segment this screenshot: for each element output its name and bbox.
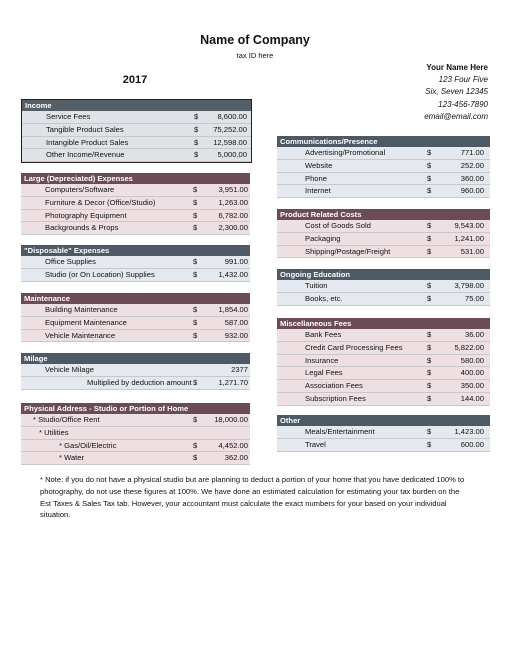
contact-street: 123 Four Five (438, 75, 488, 85)
table-row (21, 222, 250, 235)
row-amount: 5,822.00 (454, 342, 484, 352)
section-title: Ongoing Education (277, 269, 490, 280)
contact-city: Six, Seven 12345 (425, 87, 488, 97)
row-label: Website (305, 160, 333, 170)
row-currency: $ (193, 317, 198, 327)
row-amount: 771.00 (460, 148, 484, 157)
row-currency: $ (193, 185, 198, 194)
row-currency: $ (427, 393, 432, 403)
row-label: Building Maintenance (45, 305, 118, 314)
table-row (21, 414, 250, 427)
row-amount: 531.00 (460, 246, 484, 256)
row-amount: 3,798.00 (454, 281, 484, 290)
row-currency: $ (427, 342, 432, 352)
table-row (21, 364, 250, 377)
row-amount: 2,300.00 (218, 223, 248, 233)
row-label: * Water (59, 453, 85, 463)
row-label: Credit Card Processing Fees (305, 342, 403, 352)
row-amount: 400.00 (460, 368, 484, 378)
year-heading: 2017 (122, 74, 148, 86)
row-currency: $ (194, 112, 199, 121)
table-row (277, 355, 490, 368)
row-amount: 580.00 (460, 355, 484, 365)
row-label: Internet (305, 186, 331, 196)
table-row (21, 440, 250, 453)
table-row (277, 185, 490, 198)
table-row (277, 246, 490, 259)
row-label: Vehicle Milage (45, 365, 94, 374)
row-label: Studio (or On Location) Supplies (45, 269, 155, 279)
row-label: Service Fees (46, 112, 91, 121)
row-label: Legal Fees (305, 368, 343, 378)
row-label: Equipment Maintenance (45, 317, 127, 327)
company-name: Name of Company (200, 33, 310, 47)
table-row (277, 280, 490, 293)
table-row (277, 393, 490, 406)
row-amount: 252.00 (460, 160, 484, 170)
row-label: Intangible Product Sales (46, 137, 129, 147)
table-row (277, 342, 490, 355)
row-label: Backgrounds & Props (45, 223, 119, 233)
row-label: Tangible Product Sales (46, 124, 124, 134)
row-currency: $ (427, 221, 432, 230)
row-amount: 4,452.00 (218, 440, 248, 450)
row-label: * Utilities (39, 427, 69, 437)
row-amount: 75.00 (464, 293, 484, 303)
section-title: Product Related Costs (277, 209, 490, 220)
section-title: Miscellaneous Fees (277, 318, 490, 329)
row-label: * Studio/Office Rent (33, 415, 100, 424)
row-amount: 600.00 (460, 439, 484, 449)
section-product-costs (277, 209, 490, 258)
row-amount: 932.00 (224, 330, 248, 340)
row-currency: $ (427, 246, 432, 256)
row-amount: 360.00 (460, 173, 484, 183)
row-label: Bank Fees (305, 330, 342, 339)
row-currency: $ (194, 150, 199, 160)
row-amount: 991.00 (224, 257, 248, 266)
section-maintenance (21, 293, 250, 342)
row-currency: $ (193, 210, 198, 220)
section-title: Physical Address - Studio or Portion of Home (21, 403, 250, 414)
table-row (21, 210, 250, 223)
table-row (277, 380, 490, 393)
tax-id: tax ID here (236, 51, 274, 60)
table-row (21, 197, 250, 210)
section-education (277, 269, 490, 306)
section-large-expenses (21, 173, 250, 235)
table-row (21, 330, 250, 343)
row-amount: 36.00 (464, 330, 484, 339)
table-row (21, 256, 250, 269)
table-row (277, 293, 490, 306)
row-amount: 1,241.00 (454, 233, 484, 243)
row-amount: 75,252.00 (213, 124, 247, 134)
row-label: Association Fees (305, 381, 363, 391)
row-amount: 9,543.00 (454, 221, 484, 230)
section-title: Other (277, 415, 490, 426)
section-communications (277, 136, 490, 198)
table-row (277, 367, 490, 380)
table-row (22, 137, 251, 150)
row-amount: 1,854.00 (218, 305, 248, 314)
footnote: * Note: if you do not have a physical studio but are planning to deduct a portion of your home that you have dedicated 100% to photography, do not use these figures at 100%. We have done an estimated calculation for estimating your tax burden on the Est Taxes & Sales Tax tab. However, your accountant must calculate the exact numbers for your based on your individual situation. (40, 475, 465, 520)
row-amount: 1,432.00 (218, 269, 248, 279)
section-title: "Disposable" Expenses (21, 245, 250, 256)
row-label: Advertising/Promotional (305, 148, 386, 157)
contact-phone: 123-456-7890 (438, 99, 488, 109)
section-physical-address (21, 403, 250, 465)
row-currency: $ (194, 137, 199, 147)
section-title: Milage (21, 353, 250, 364)
row-currency: $ (427, 148, 432, 157)
table-row (277, 147, 490, 160)
row-currency: $ (427, 381, 432, 391)
row-amount: 8,600.00 (217, 112, 247, 121)
row-label: * Gas/Oil/Electric (59, 440, 117, 450)
row-label: Cost of Goods Sold (305, 221, 371, 230)
row-currency: $ (193, 330, 198, 340)
row-label: Multiplied by deduction amount (87, 377, 192, 387)
section-disposable-expenses (21, 245, 250, 282)
table-row (277, 160, 490, 173)
row-currency: $ (193, 257, 198, 266)
section-title: Communications/Presence (277, 136, 490, 147)
row-amount: 1,263.00 (218, 197, 248, 207)
contact-email: email@email.com (424, 111, 488, 121)
row-currency: $ (194, 124, 199, 134)
row-currency: $ (427, 293, 432, 303)
row-amount: 144.00 (460, 393, 484, 403)
section-misc-fees (277, 318, 490, 406)
row-amount: 1,271.70 (218, 377, 248, 387)
row-amount: 362.00 (224, 453, 248, 463)
table-row (277, 426, 490, 439)
table-row (21, 304, 250, 317)
row-label: Office Supplies (45, 257, 96, 266)
row-currency: $ (427, 160, 432, 170)
row-currency: $ (193, 223, 198, 233)
row-currency: $ (193, 415, 198, 424)
row-currency: $ (193, 440, 198, 450)
row-currency: $ (427, 427, 432, 436)
contact-name: Your Name Here (426, 63, 488, 72)
row-label: Computers/Software (45, 185, 115, 194)
section-title: Maintenance (21, 293, 250, 304)
table-row (277, 233, 490, 246)
row-currency: $ (427, 186, 432, 196)
row-amount: 1,423.00 (454, 427, 484, 436)
row-amount: 5,000.00 (217, 150, 247, 160)
table-row (21, 317, 250, 330)
row-currency: $ (427, 233, 432, 243)
row-label: Subscription Fees (305, 393, 366, 403)
row-label: Shipping/Postage/Freight (305, 246, 391, 256)
section-income (21, 99, 252, 163)
row-amount: 18,000.00 (214, 415, 248, 424)
table-row (21, 269, 250, 282)
table-row (277, 220, 490, 233)
row-currency: $ (193, 453, 198, 463)
row-label: Insurance (305, 355, 339, 365)
table-row (277, 329, 490, 342)
row-currency: $ (427, 173, 432, 183)
row-amount: 960.00 (460, 186, 484, 196)
row-currency: $ (427, 281, 432, 290)
row-currency: $ (193, 377, 198, 387)
row-amount: 350.00 (460, 381, 484, 391)
row-currency: $ (193, 305, 198, 314)
section-title: Large (Depreciated) Expenses (21, 173, 250, 184)
row-label: Packaging (305, 233, 341, 243)
row-label: Books, etc. (305, 293, 343, 303)
row-currency: $ (427, 330, 432, 339)
row-label: Furniture & Decor (Office/Studio) (45, 197, 156, 207)
table-row (22, 124, 251, 137)
table-row (21, 184, 250, 197)
table-row (22, 111, 251, 124)
row-currency: $ (193, 269, 198, 279)
row-currency: $ (427, 439, 432, 449)
row-currency: $ (427, 368, 432, 378)
section-milage (21, 353, 250, 390)
section-other (277, 415, 490, 452)
row-currency: $ (427, 355, 432, 365)
section-title: Income (22, 100, 251, 111)
row-label: Photography Equipment (45, 210, 127, 220)
row-label: Vehicle Maintenance (45, 330, 116, 340)
row-amount: 2377 (231, 365, 248, 374)
table-row (277, 439, 490, 452)
contact-block (424, 62, 488, 123)
table-row (21, 452, 250, 465)
row-amount: 587.00 (224, 317, 248, 327)
row-currency: $ (193, 197, 198, 207)
row-label: Other Income/Revenue (46, 150, 125, 160)
table-row (21, 377, 250, 390)
row-amount: 3,951.00 (218, 185, 248, 194)
table-row (21, 427, 250, 440)
table-row (22, 149, 251, 162)
row-label: Tuition (305, 281, 328, 290)
row-label: Travel (305, 439, 326, 449)
row-label: Meals/Entertainment (305, 427, 375, 436)
row-label: Phone (305, 173, 327, 183)
row-amount: 12,598.00 (213, 137, 247, 147)
table-row (277, 173, 490, 186)
row-amount: 6,782.00 (218, 210, 248, 220)
